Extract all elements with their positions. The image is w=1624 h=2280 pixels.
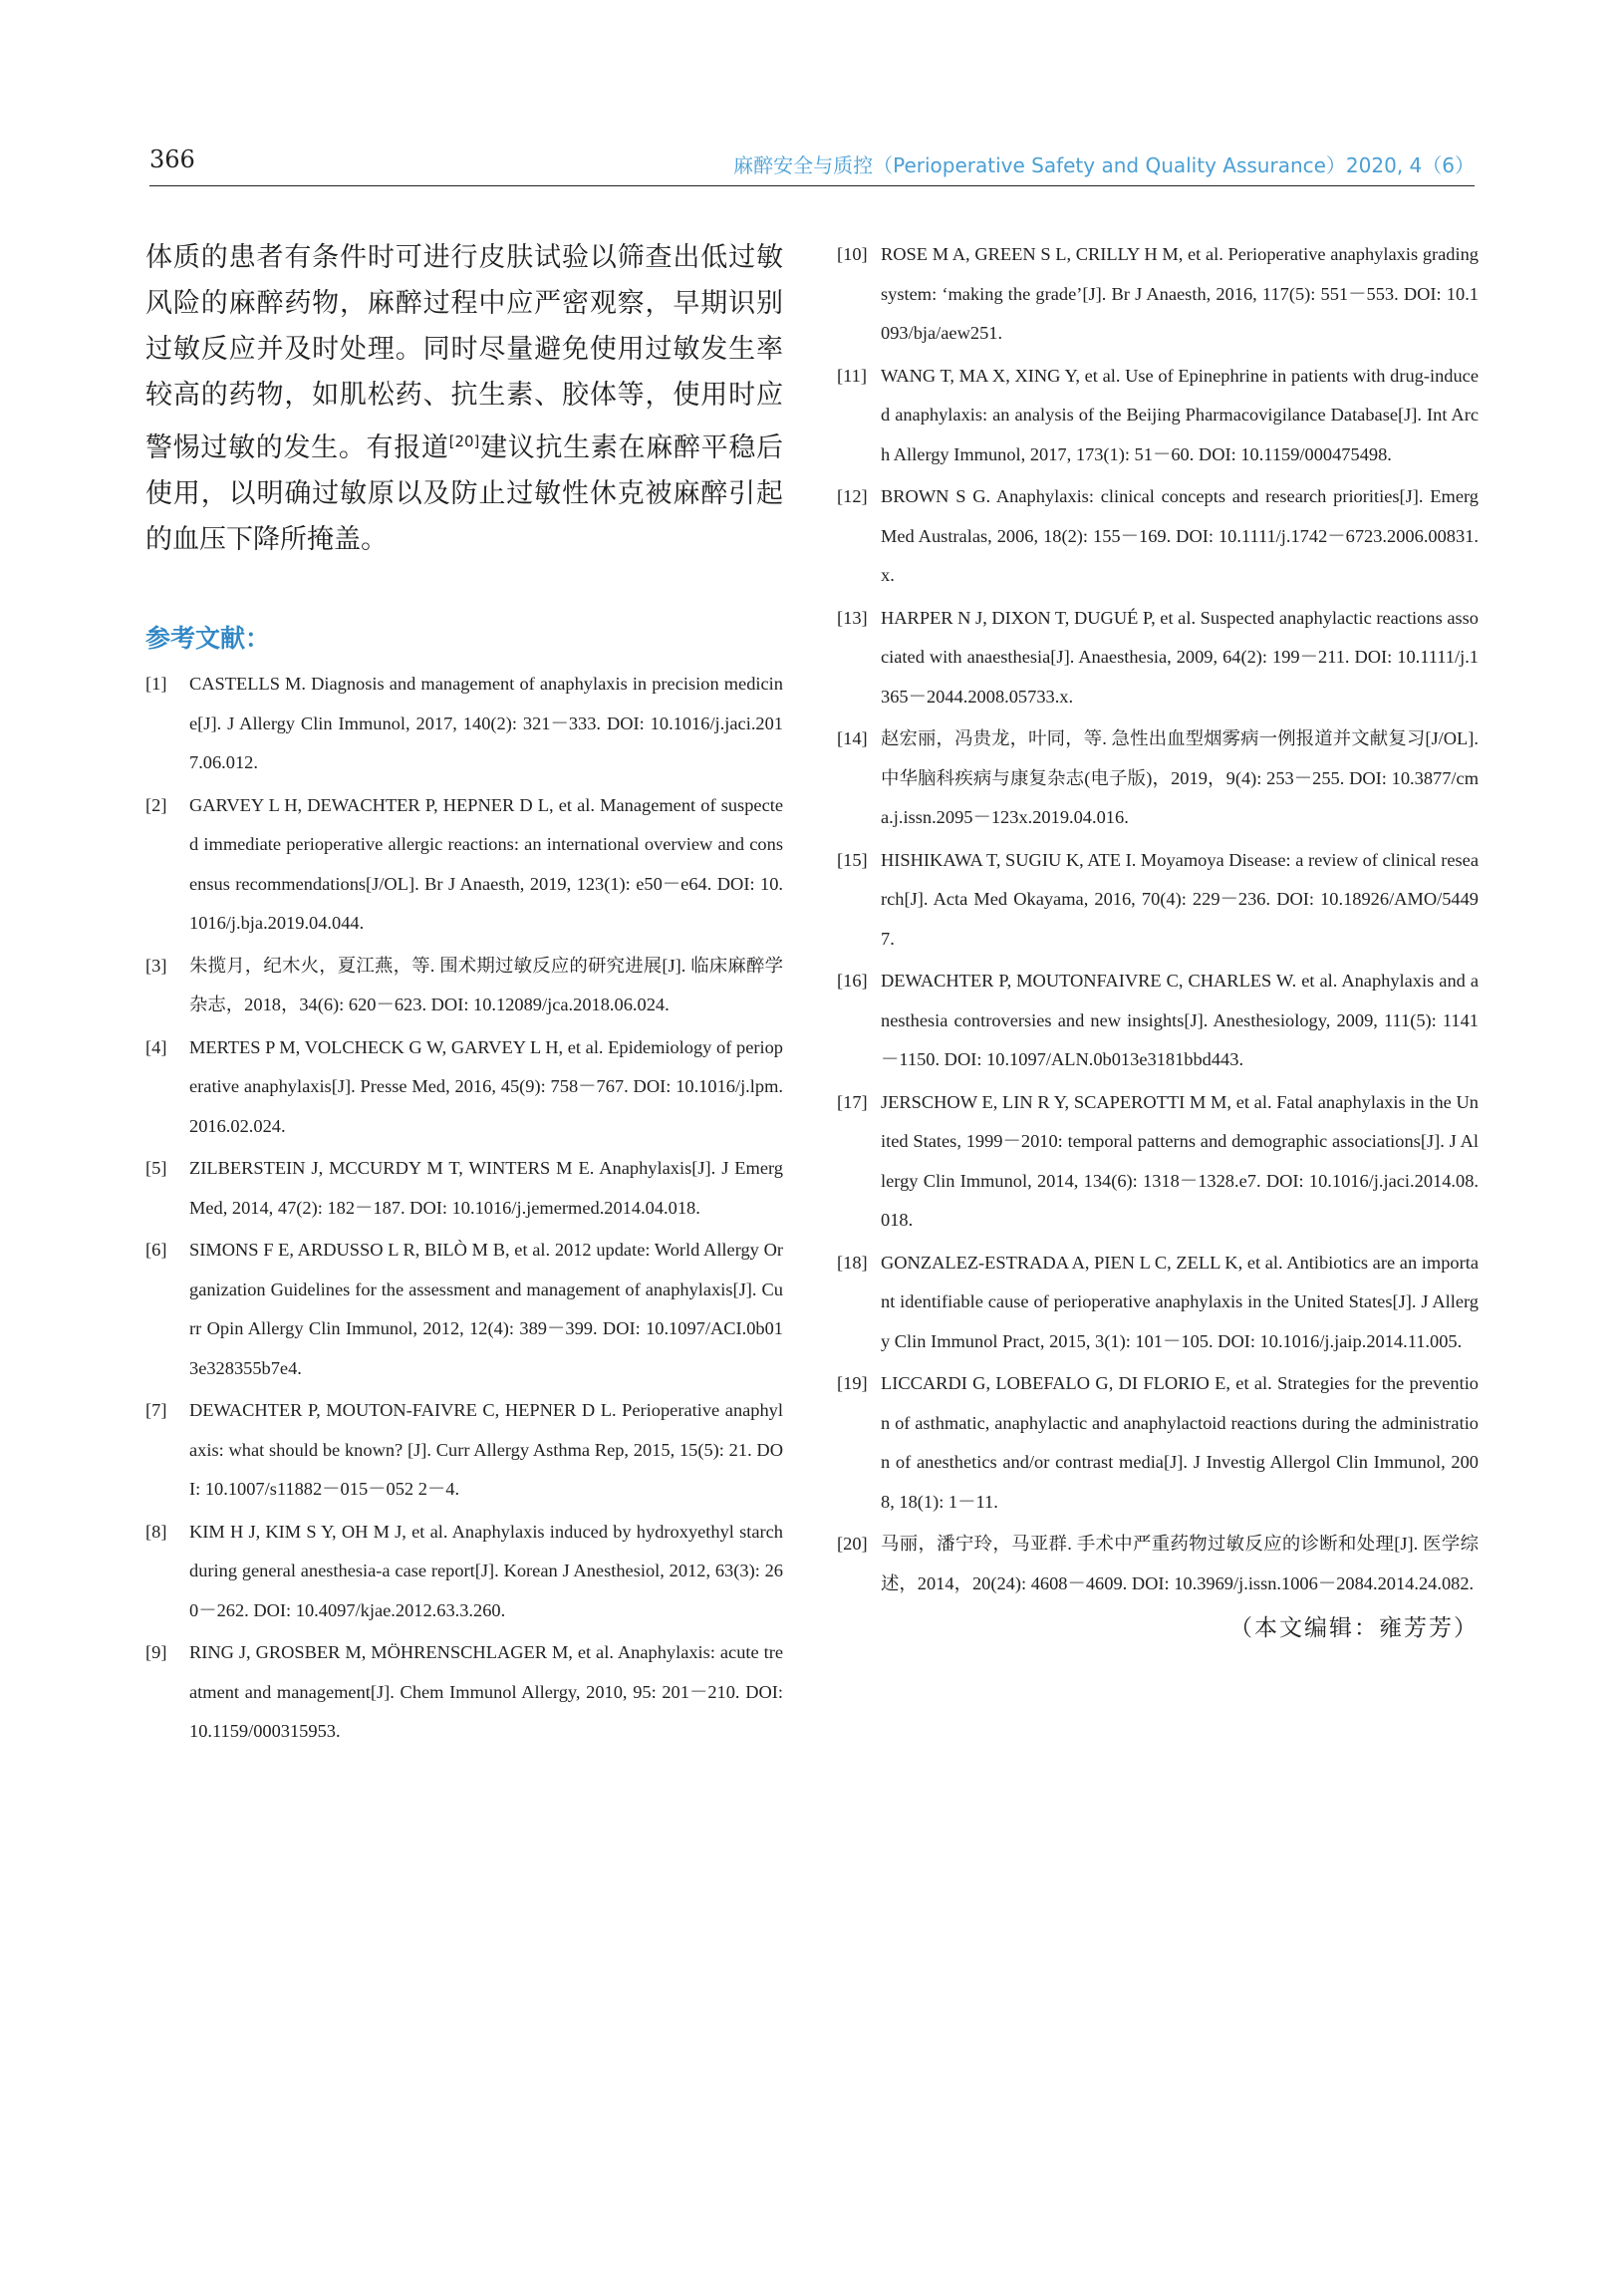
reference-item — [837, 357, 1479, 475]
reference-item — [837, 1244, 1479, 1362]
reference-item — [145, 1391, 783, 1510]
reference-text: JERSCHOW E, LIN R Y, SCAPEROTTI M M, et al. Fatal anaphylaxis in the United States, 1999－2010: temporal patterns and demographic associations[J]. J Allergy Clin Immunol, 2014, 134(6): 1318－1328.e7. DOI: 10.1016/j.jaci.2014.08.018. — [881, 1091, 1479, 1230]
reference-item — [145, 947, 783, 1025]
reference-number: [7] — [145, 1400, 167, 1420]
reference-text: 朱揽月，纪木火，夏江燕，等. 围术期过敏反应的研究进展[J]. 临床麻醉学杂志，2018，34(6): 620－623. DOI: 10.12089/jca.2018.06.024. — [189, 955, 783, 1014]
reference-item — [145, 786, 783, 944]
reference-number: [13] — [837, 607, 868, 628]
reference-text: 赵宏丽，冯贵龙，叶同，等. 急性出血型烟雾病一例报道并文献复习[J/OL]. 中华脑科疾病与康复杂志(电子版)，2019，9(4): 253－255. DOI: 10.3877/cma.j.issn.2095－123x.2019.04.016. — [881, 728, 1479, 827]
reference-number: [3] — [145, 955, 167, 976]
reference-text: GARVEY L H, DEWACHTER P, HEPNER D L, et al. Management of suspected immediate perioperative allergic reactions: an international overview and consensus recommendations[J/OL]. Br J Anaesth, 2019, 123(1): e50－e64. DOI: 10.1016/j.bja.2019.04.044. — [189, 794, 783, 933]
citation-20[interactable]: [20] — [448, 432, 480, 450]
reference-text: GONZALEZ-ESTRADA A, PIEN L C, ZELL K, et al. Antibiotics are an important identifiable cause of perioperative anaphylaxis in the United States[J]. J Allergy Clin Immunol Pract, 2015, 3(1): 101－105. DOI: 10.1016/j.jaip.2014.11.005. — [881, 1252, 1479, 1351]
reference-item — [145, 1513, 783, 1631]
paragraph-text-before: 体质的患者有条件时可进行皮肤试验以筛查出低过敏风险的麻醉药物，麻醉过程中应严密观察，早期识别过敏反应并及时处理。同时尽量避免使用过敏发生率较高的药物，如肌松药、抗生素、胶体等，使用时应警惕过敏的发生。有报道 — [145, 242, 783, 463]
reference-number: [2] — [145, 794, 167, 815]
reference-number: [10] — [837, 244, 868, 264]
reference-item — [837, 1083, 1479, 1241]
reference-text: MERTES P M, VOLCHECK G W, GARVEY L H, et al. Epidemiology of perioperative anaphylaxis[J]. Presse Med, 2016, 45(9): 758－767. DOI: 10.1016/j.lpm.2016.02.024. — [189, 1036, 783, 1136]
reference-text: RING J, GROSBER M, MÖHRENSCHLAGER M, et al. Anaphylaxis: acute treatment and management[J]. Chem Immunol Allergy, 2010, 95: 201－210. DOI: 10.1159/000315953. — [189, 1642, 783, 1741]
reference-item — [837, 1525, 1479, 1603]
reference-number: [17] — [837, 1091, 868, 1112]
reference-item — [837, 477, 1479, 596]
reference-item — [145, 665, 783, 783]
reference-number: [9] — [145, 1642, 167, 1662]
right-column — [837, 235, 1479, 1642]
reference-text: LICCARDI G, LOBEFALO G, DI FLORIO E, et al. Strategies for the prevention of asthmatic, anaphylactic and anaphylactoid reactions during the administration of anesthetics and/or contrast media[J]. J Investig Allergol Clin Immunol, 2008, 18(1): 1－11. — [881, 1373, 1479, 1512]
editor-note: （本文编辑：雍芳芳） — [1229, 1615, 1479, 1641]
reference-text: HISHIKAWA T, SUGIU K, ATE I. Moyamoya Disease: a review of clinical research[J]. Acta Med Okayama, 2016, 70(4): 229－236. DOI: 10.18926/AMO/54497. — [881, 849, 1479, 949]
reference-list-right — [837, 235, 1479, 1603]
reference-item — [837, 962, 1479, 1080]
reference-item — [145, 1028, 783, 1147]
reference-text: WANG T, MA X, XING Y, et al. Use of Epinephrine in patients with drug-induced anaphylaxis: an analysis of the Beijing Pharmacovigilance Database[J]. Int Arch Allergy Immunol, 2017, 173(1): 51－60. DOI: 10.1159/000475498. — [881, 365, 1479, 464]
reference-text: DEWACHTER P, MOUTON-FAIVRE C, HEPNER D L. Perioperative anaphylaxis: what should be known? [J]. Curr Allergy Asthma Rep, 2015, 15(5): 21. DOI: 10.1007/s11882－015－052 2－4. — [189, 1400, 783, 1499]
reference-item — [145, 1231, 783, 1388]
reference-number: [8] — [145, 1521, 167, 1542]
reference-text: 马丽，潘宁玲，马亚群. 手术中严重药物过敏反应的诊断和处理[J]. 医学综述，2014，20(24): 4608－4609. DOI: 10.3969/j.issn.1006－2084.2014.24.082. — [881, 1534, 1479, 1593]
reference-text: HARPER N J, DIXON T, DUGUÉ P, et al. Suspected anaphylactic reactions associated with anaesthesia[J]. Anaesthesia, 2009, 64(2): 199－211. DOI: 10.1111/j.1365－2044.2008.05733.x. — [881, 607, 1479, 707]
reference-text: KIM H J, KIM S Y, OH M J, et al. Anaphylaxis induced by hydroxyethyl starch during general anesthesia-a case report[J]. Korean J Anesthesiol, 2012, 63(3): 260－262. DOI: 10.4097/kjae.2012.63.3.260. — [189, 1521, 783, 1620]
reference-number: [12] — [837, 486, 868, 506]
left-column — [145, 235, 783, 1755]
reference-item — [837, 599, 1479, 717]
reference-number: [20] — [837, 1534, 868, 1554]
paragraph-text-after: 建议抗生素在麻醉平稳后使用，以明确过敏原以及防止过敏性休克被麻醉引起的血压下降所掩盖。 — [145, 432, 784, 555]
reference-text: CASTELLS M. Diagnosis and management of anaphylaxis in precision medicine[J]. J Allergy Clin Immunol, 2017, 140(2): 321－333. DOI: 10.1016/j.jaci.2017.06.012. — [189, 674, 783, 772]
reference-item — [837, 235, 1479, 354]
reference-item — [837, 1364, 1479, 1522]
reference-number: [1] — [145, 674, 167, 694]
page-header — [149, 145, 1475, 186]
reference-number: [15] — [837, 849, 868, 870]
body-paragraph — [145, 235, 783, 563]
reference-text: DEWACHTER P, MOUTONFAIVRE C, CHARLES W. et al. Anaphylaxis and anesthesia controversies and new insights[J]. Anesthesiology, 2009, 111(5): 1141－1150. DOI: 10.1097/ALN.0b013e3181bbd443. — [881, 971, 1479, 1069]
page-number: 366 — [149, 145, 195, 173]
reference-text: ROSE M A, GREEN S L, CRILLY H M, et al. Perioperative anaphylaxis grading system: ‘making the grade’[J]. Br J Anaesth, 2016, 117(5): 551－553. DOI: 10.1093/bja/aew251. — [881, 244, 1479, 343]
reference-number: [6] — [145, 1240, 167, 1260]
reference-number: [19] — [837, 1373, 868, 1393]
reference-text: ZILBERSTEIN J, MCCURDY M T, WINTERS M E. Anaphylaxis[J]. J Emerg Med, 2014, 47(2): 182－187. DOI: 10.1016/j.jemermed.2014.04.018. — [189, 1158, 783, 1218]
reference-item — [145, 1633, 783, 1752]
reference-number: [4] — [145, 1036, 167, 1057]
reference-text: BROWN S G. Anaphylaxis: clinical concepts and research priorities[J]. Emerg Med Australas, 2006, 18(2): 155－169. DOI: 10.1111/j.1742－6723.2006.00831.x. — [881, 486, 1479, 585]
reference-list-left — [145, 665, 783, 1752]
reference-number: [16] — [837, 971, 868, 991]
reference-item — [837, 841, 1479, 960]
journal-title: 麻醉安全与质控（Perioperative Safety and Quality Assurance）2020, 4（6） — [733, 153, 1475, 177]
reference-number: [5] — [145, 1158, 167, 1178]
reference-item — [837, 719, 1479, 838]
reference-item — [145, 1149, 783, 1228]
references-heading: 参考文献： — [145, 624, 271, 653]
reference-number: [11] — [837, 365, 867, 386]
reference-number: [14] — [837, 728, 868, 748]
reference-number: [18] — [837, 1252, 868, 1273]
reference-text: SIMONS F E, ARDUSSO L R, BILÒ M B, et al. 2012 update: World Allergy Organization Guidelines for the assessment and management of anaphylaxis[J]. Curr Opin Allergy Clin Immunol, 2012, 12(4): 389－399. DOI: 10.1097/ACI.0b013e328355b7e4. — [189, 1240, 783, 1378]
